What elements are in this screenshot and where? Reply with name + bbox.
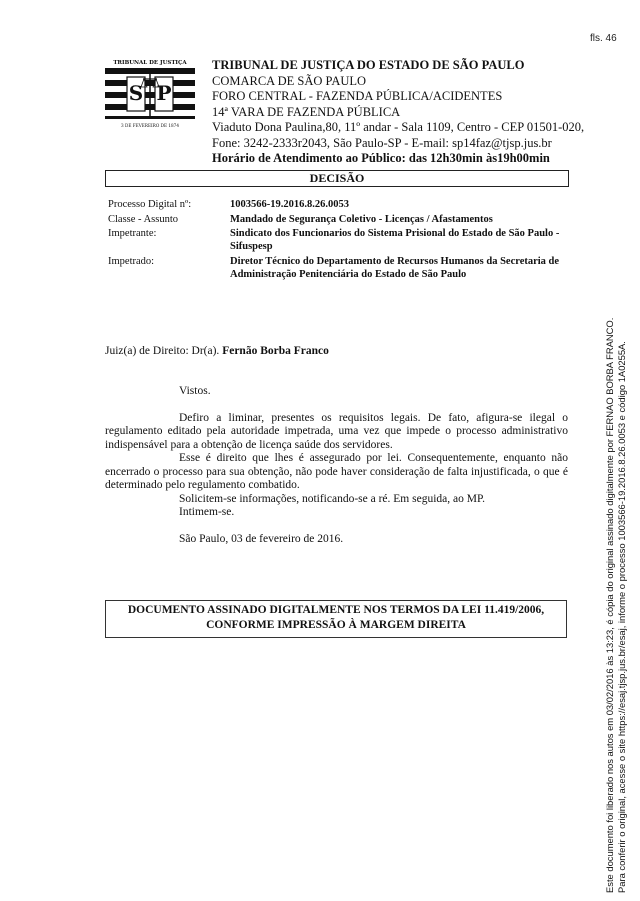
page-number: fls. 46 bbox=[590, 33, 617, 44]
respondent-label: Impetrado: bbox=[108, 256, 155, 267]
class-label: Classe - Assunto bbox=[108, 213, 179, 225]
court-division: 14ª VARA DE FAZENDA PÚBLICA bbox=[212, 104, 401, 119]
body-paragraph-1: Defiro a liminar, presentes os requisitos legais. De fato, afigura-se ilegal o regulamento editado pela autoridade impetrada, uma vez que impede o processo administrativo indispensável para a obtenção de licença saúde dos servidores. bbox=[105, 411, 568, 451]
case-details bbox=[108, 199, 568, 283]
decision-title: DECISÃO bbox=[105, 170, 569, 187]
class-row bbox=[108, 214, 568, 227]
decision-date: São Paulo, 03 de fevereiro de 2016. bbox=[179, 532, 344, 545]
court-header bbox=[212, 58, 585, 167]
process-label: Processo Digital nº: bbox=[108, 199, 192, 210]
process-number: 1003566-19.2016.8.26.0053 bbox=[230, 199, 349, 210]
court-seal-logo bbox=[105, 55, 195, 131]
signature-notice-line-1: DOCUMENTO ASSINADO DIGITALMENTE NOS TERMOS DA LEI 11.419/2006, bbox=[127, 604, 545, 616]
respondent-row bbox=[108, 256, 568, 281]
svg-text:P: P bbox=[156, 81, 172, 105]
court-contact: Fone: 3242-2333r2043, São Paulo-SP - E-mail: sp14faz@tjsp.jus.br bbox=[212, 135, 552, 150]
process-row bbox=[108, 199, 568, 212]
class-value: Mandado de Segurança Coletivo - Licenças / Afastamentos bbox=[230, 213, 493, 225]
body-paragraph-2: Esse é direito que lhes é assegurado por lei. Consequentemente, enquanto não encerrado o processo para sua obtenção, não pode haver consideração de falta injustificada, o que é determinado pelo regulamento combatido. bbox=[105, 452, 568, 491]
court-name: TRIBUNAL DE JUSTIÇA DO ESTADO DE SÃO PAULO bbox=[212, 58, 525, 72]
vistos-line: Vistos. bbox=[179, 385, 211, 397]
svg-text:3 DE FEVEREIRO DE 1874: 3 DE FEVEREIRO DE 1874 bbox=[121, 123, 179, 128]
office-hours: Horário de Atendimento ao Público: das 12h30min às19h00min bbox=[212, 151, 550, 165]
judge-name: Fernão Borba Franco bbox=[222, 345, 329, 357]
district-name: COMARCA DE SÃO PAULO bbox=[212, 73, 367, 88]
judge-line bbox=[105, 345, 565, 357]
signature-notice-line-2: CONFORME IMPRESSÃO À MARGEM DIREITA bbox=[206, 619, 466, 631]
court-address: Viaduto Dona Paulina,80, 11º andar - Sala 1109, Centro - CEP 01501-020, bbox=[212, 120, 585, 134]
digital-signature-notice bbox=[105, 600, 567, 638]
body-paragraph-4: Intimem-se. bbox=[179, 506, 235, 518]
decision-body bbox=[105, 385, 568, 546]
respondent-value: Diretor Técnico do Departamento de Recursos Humanos da Secretaria de Administração Penitenciária do Estado de São Paulo bbox=[230, 256, 560, 280]
petitioner-value: Sindicato dos Funcionarios do Sistema Prisional do Estado de São Paulo - Sifuspesp bbox=[230, 228, 560, 252]
margin-authentication-note bbox=[604, 303, 628, 893]
forum-name: FORO CENTRAL - FAZENDA PÚBLICA/ACIDENTES bbox=[212, 89, 503, 103]
margin-note-line-2: Para conferir o original, acesse o site https://esaj.tjsp.jus.br/esaj, informe o processo 1003566-19.2016.8.26.0053 e código 1A0255A. bbox=[616, 341, 627, 893]
margin-note-line-1: Este documento foi liberado nos autos em 03/02/2016 às 13:23, é cópia do original assinado digitalmente por FERNAO BORBA FRANCO. bbox=[604, 317, 615, 893]
petitioner-label: Impetrante: bbox=[108, 228, 157, 239]
judge-label: Juiz(a) de Direito: Dr(a). bbox=[105, 345, 220, 357]
svg-text:S: S bbox=[128, 81, 144, 105]
svg-text:TRIBUNAL DE JUSTIÇA: TRIBUNAL DE JUSTIÇA bbox=[113, 60, 187, 66]
body-paragraph-3: Solicitem-se informações, notificando-se a ré. Em seguida, ao MP. bbox=[179, 492, 485, 505]
petitioner-row bbox=[108, 228, 568, 253]
